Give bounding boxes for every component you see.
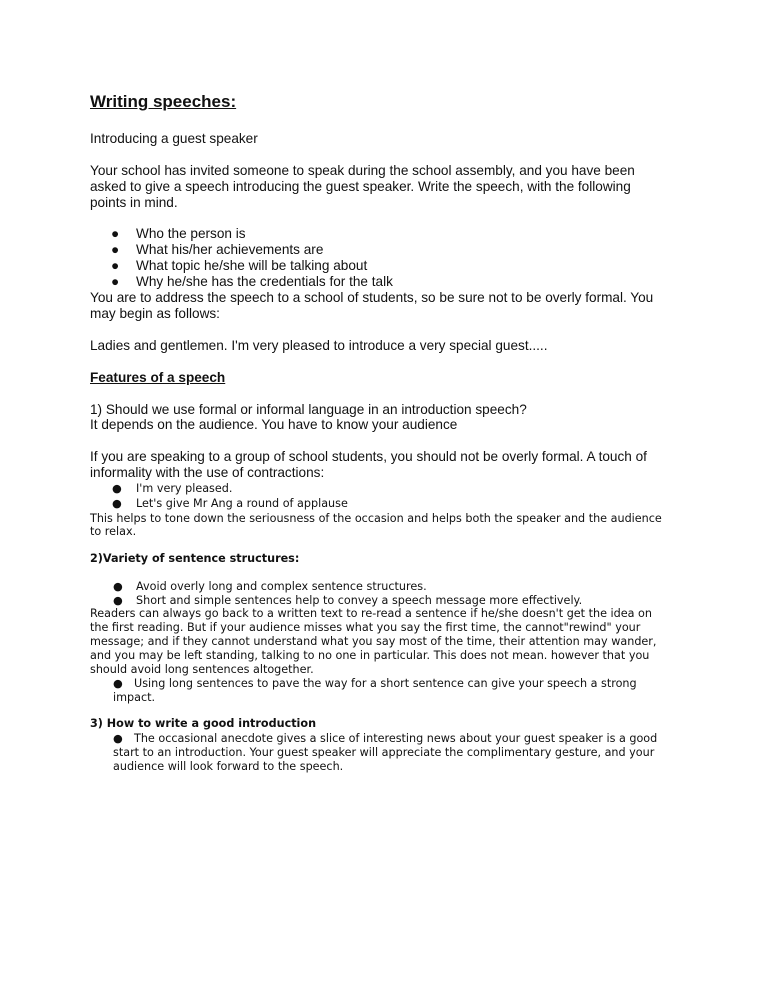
readers-line: Readers can always go back to a written text to re-read a sentence if he/she doesn't get the idea on [90,607,652,620]
long-sentence-line: impact. [113,691,156,704]
readers-line: message; and if they cannot understand what you say most of the time, their attention may wander, [90,635,657,648]
list-item: What topic he/she will be talking about [136,258,368,273]
bullet-icon: ● [111,226,120,241]
list-item: Let's give Mr Ang a round of applause [136,497,348,510]
readers-line: the first reading. But if your audience misses what you say the first time, the cannot"rewind" your [90,621,641,634]
intro-line: points in mind. [90,195,178,210]
list-item: Short and simple sentences help to convey a speech message more effectively. [136,594,583,607]
bullet-icon: ● [112,482,122,495]
question-1: 1) Should we use formal or informal language in an introduction speech? [90,402,527,417]
list-item: Why he/she has the credentials for the talk [136,274,393,289]
bullet-icon: ● [111,274,120,289]
readers-line: and you may be left standing, talking to no one in particular. This does not mean. however that you [90,649,650,662]
subtitle: Introducing a guest speaker [90,131,258,146]
informality-line: If you are speaking to a group of school students, you should not be overly formal. A touch of [90,449,647,464]
anecdote-line: audience will look forward to the speech. [113,760,344,773]
bullet-icon: ● [113,677,123,690]
section-3-heading: 3) How to write a good introduction [90,717,317,730]
list-item: Avoid overly long and complex sentence structures. [136,580,427,593]
list-item: Who the person is [136,226,246,241]
answer-1: It depends on the audience. You have to know your audience [90,417,458,432]
intro-line: asked to give a speech introducing the guest speaker. Write the speech, with the following [90,179,631,194]
anecdote-line: start to an introduction. Your guest speaker will appreciate the complimentary gesture, and your [113,746,655,759]
opening-line: Ladies and gentlemen. I'm very pleased to introduce a very special guest..... [90,338,548,353]
section-2-heading: 2)Variety of sentence structures: [90,552,300,565]
address-line: You are to address the speech to a school of students, so be sure not to be overly formal. You [90,290,654,305]
bullet-icon: ● [112,497,122,510]
tone-line: to relax. [90,525,137,538]
bullet-icon: ● [111,242,120,257]
bullet-icon: ● [113,594,123,607]
page-title: Writing speeches: [90,92,237,111]
features-heading: Features of a speech [90,370,226,385]
tone-line: This helps to tone down the seriousness of the occasion and helps both the speaker and the audience [90,512,662,525]
anecdote-line: The occasional anecdote gives a slice of interesting news about your guest speaker is a good [134,732,658,745]
informality-line: informality with the use of contractions: [90,465,325,480]
bullet-icon: ● [113,580,123,593]
readers-line: should avoid long sentences altogether. [90,663,314,676]
intro-line: Your school has invited someone to speak during the school assembly, and you have been [90,163,635,178]
long-sentence-line: Using long sentences to pave the way for a short sentence can give your speech a strong [134,677,637,690]
list-item: What his/her achievements are [136,242,324,257]
bullet-icon: ● [113,732,123,745]
address-line: may begin as follows: [90,306,220,321]
list-item: I'm very pleased. [136,482,233,495]
bullet-icon: ● [111,258,120,273]
